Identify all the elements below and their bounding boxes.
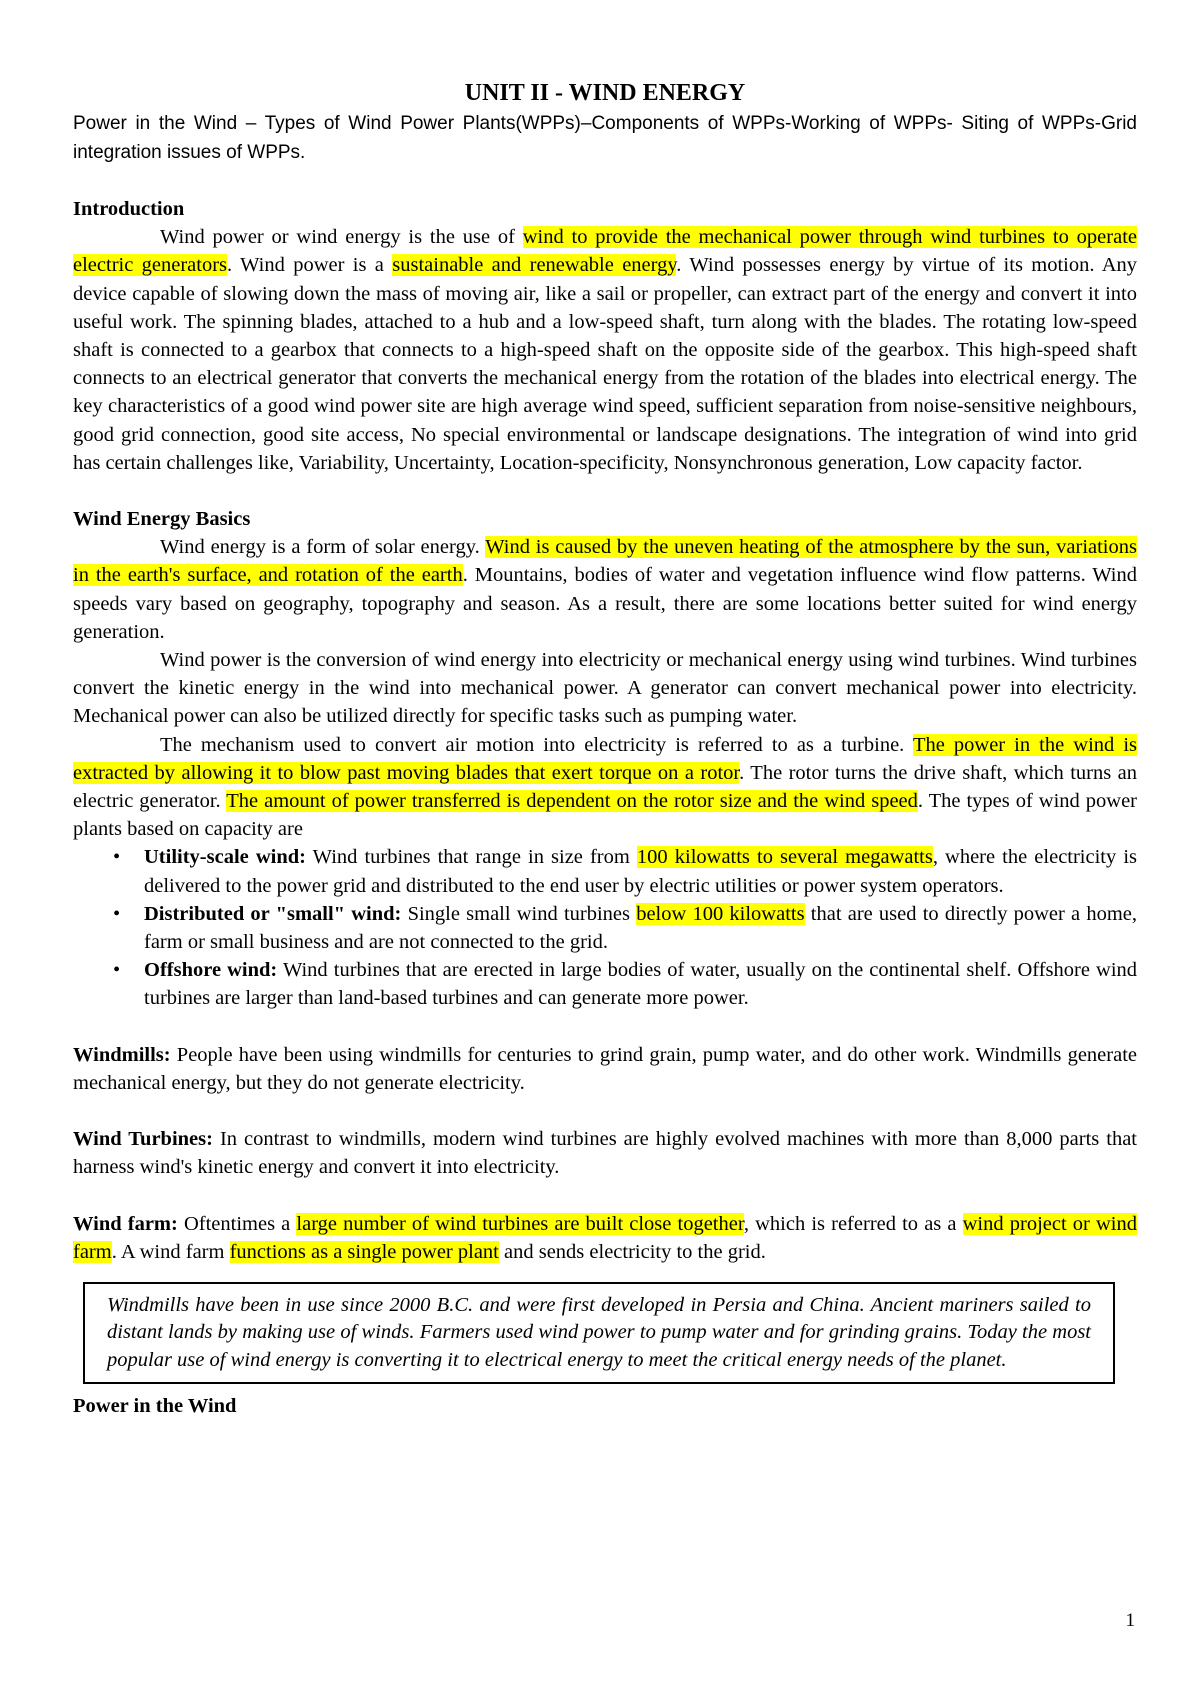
highlighted-text: large number of wind turbines are built close together [296, 1212, 744, 1235]
wind-turbines-paragraph [73, 1125, 1137, 1181]
list-item-term: Utility-scale wind: [144, 846, 306, 869]
basics-paragraph-1 [73, 533, 1137, 646]
highlighted-text: 100 kilowatts to several megawatts [636, 846, 933, 869]
text-run: Wind turbines that range in size from [305, 846, 637, 869]
highlighted-text: sustainable and renewable energy [392, 254, 677, 277]
bullet-icon: • [113, 846, 121, 869]
basics-paragraph-2: Wind power is the conversion of wind energy into electricity or mechanical energy using wind turbines. Wind turbines convert the kinetic energy in the wind into mechanical power. A generator can convert mechanical power into electricity. Mechanical power can also be utilized directly for specific tasks such as pumping water. [73, 649, 1137, 728]
introduction-heading: Introduction [73, 198, 185, 220]
bullet-icon: • [113, 902, 121, 925]
highlighted-text: The amount of power transferred is dependent on the rotor size and the wind speed [226, 790, 918, 813]
syllabus-line: Power in the Wind – Types of Wind Power Plants(WPPs)–Components of WPPs-Working of WPPs- Siting of WPPs-Grid integration issues of WPPs. [73, 113, 1137, 163]
power-in-the-wind-heading: Power in the Wind [73, 1395, 237, 1418]
text-run: Wind power or wind energy is the use of [160, 226, 523, 249]
text-run: Wind turbines that are erected in large bodies of water, usually on the continental shelf. Offshore wind turbines are larger than land-based turbines and can generate more power. [144, 959, 1138, 1010]
page-number: 1 [1125, 1610, 1135, 1631]
wind-energy-basics-heading: Wind Energy Basics [73, 508, 251, 531]
list-item [73, 843, 1137, 899]
definition-term: Wind Turbines: [73, 1128, 213, 1151]
text-run: The mechanism used to convert air motion into electricity is referred to as a turbine. [160, 733, 913, 756]
text-run: Wind energy is a form of solar energy. [160, 536, 486, 559]
list-item [73, 900, 1137, 956]
text-run: , where the electricity is delivered to the power grid and distributed to the end user by electric utilities or power system operators. [144, 846, 1138, 897]
windmills-paragraph [73, 1041, 1137, 1097]
highlighted-text: Wind is caused by the uneven heating of the atmosphere by the sun, variations in the earth's surface, and rotation of the earth [73, 536, 1137, 587]
text-run: . The rotor turns the drive shaft, which turns an electric generator. [73, 761, 1138, 813]
introduction-paragraph [73, 223, 1137, 477]
text-run: . A wind farm [111, 1240, 230, 1263]
text-run: that are used to directly power a home, farm or small business and are not connected to the grid. [144, 902, 1138, 954]
wind-farm-paragraph [73, 1210, 1137, 1266]
list-item-term: Distributed or "small" wind: [144, 902, 402, 925]
bullet-icon: • [113, 959, 121, 982]
text-run: In contrast to windmills, modern wind turbines are highly evolved machines with more than 8,000 parts that harness wind's kinetic energy and convert it into electricity. [73, 1128, 1137, 1179]
text-run: . Wind power is a [227, 254, 393, 277]
definition-term: Wind farm: [73, 1212, 178, 1235]
highlighted-text: below 100 kilowatts [636, 902, 805, 925]
history-note-box: Windmills have been in use since 2000 B.C. and were first developed in Persia and China. Ancient mariners sailed to distant lands by making use of winds. Farmers used wind power to pump water and for grinding grains. Today the most popular use of wind energy is converting it to electrical energy to meet the critical energy needs of the planet. [83, 1282, 1115, 1385]
text-run: . The types of wind power plants based on capacity are [73, 790, 1137, 841]
list-item-term: Offshore wind: [144, 959, 278, 982]
text-run: . Wind possesses energy by virtue of its motion. Any device capable of slowing down the mass of moving air, like a sail or propeller, can extract part of the energy and convert it into useful work. The spinning blades, attached to a hub and a low-speed shaft, turn along with the blades. The rotating low-speed shaft is connected to a gearbox that connects to a high-speed shaft on the opposite side of the gearbox. This high-speed shaft connects to an electrical generator that converts the mechanical energy from the rotation of the blades into electrical energy. The key characteristics of a good wind power site are high average wind speed, sufficient separation from noise-sensitive neighbours, good grid connection, good site access, No special environmental or landscape designations. The integration of wind into grid has certain challenges like, Variability, Uncertainty, Location-specificity, Nonsynchronous generation, Low capacity factor. [73, 254, 1138, 474]
basics-paragraph-3 [73, 731, 1137, 844]
highlighted-text: The power in the wind is extracted by allowing it to blow past moving blades that exert torque on a rotor [73, 733, 1137, 784]
definition-term: Windmills: [73, 1043, 171, 1066]
text-run: , which is referred to as a [743, 1212, 963, 1235]
list-item [73, 956, 1137, 1012]
text-run: Oftentimes a [177, 1212, 297, 1235]
unit-title: UNIT II - WIND ENERGY [464, 80, 746, 106]
text-run: People have been using windmills for centuries to grind grain, pump water, and do other work. Windmills generate mechanical energy, but they do not generate electricity. [73, 1043, 1137, 1094]
highlighted-text: wind to provide the mechanical power through wind turbines to operate electric generators [73, 226, 1137, 277]
page-content [73, 78, 1137, 1421]
highlighted-text: functions as a single power plant [229, 1240, 499, 1263]
text-run: and sends electricity to the grid. [498, 1240, 766, 1263]
text-run: Single small wind turbines [401, 902, 637, 925]
text-run: . Mountains, bodies of water and vegetation influence wind flow patterns. Wind speeds vary based on geography, topography and season. As a result, there are some locations better suited for wind energy generation. [73, 564, 1138, 643]
wind-types-list [73, 843, 1137, 1012]
highlighted-text: wind project or wind farm [73, 1212, 1137, 1263]
